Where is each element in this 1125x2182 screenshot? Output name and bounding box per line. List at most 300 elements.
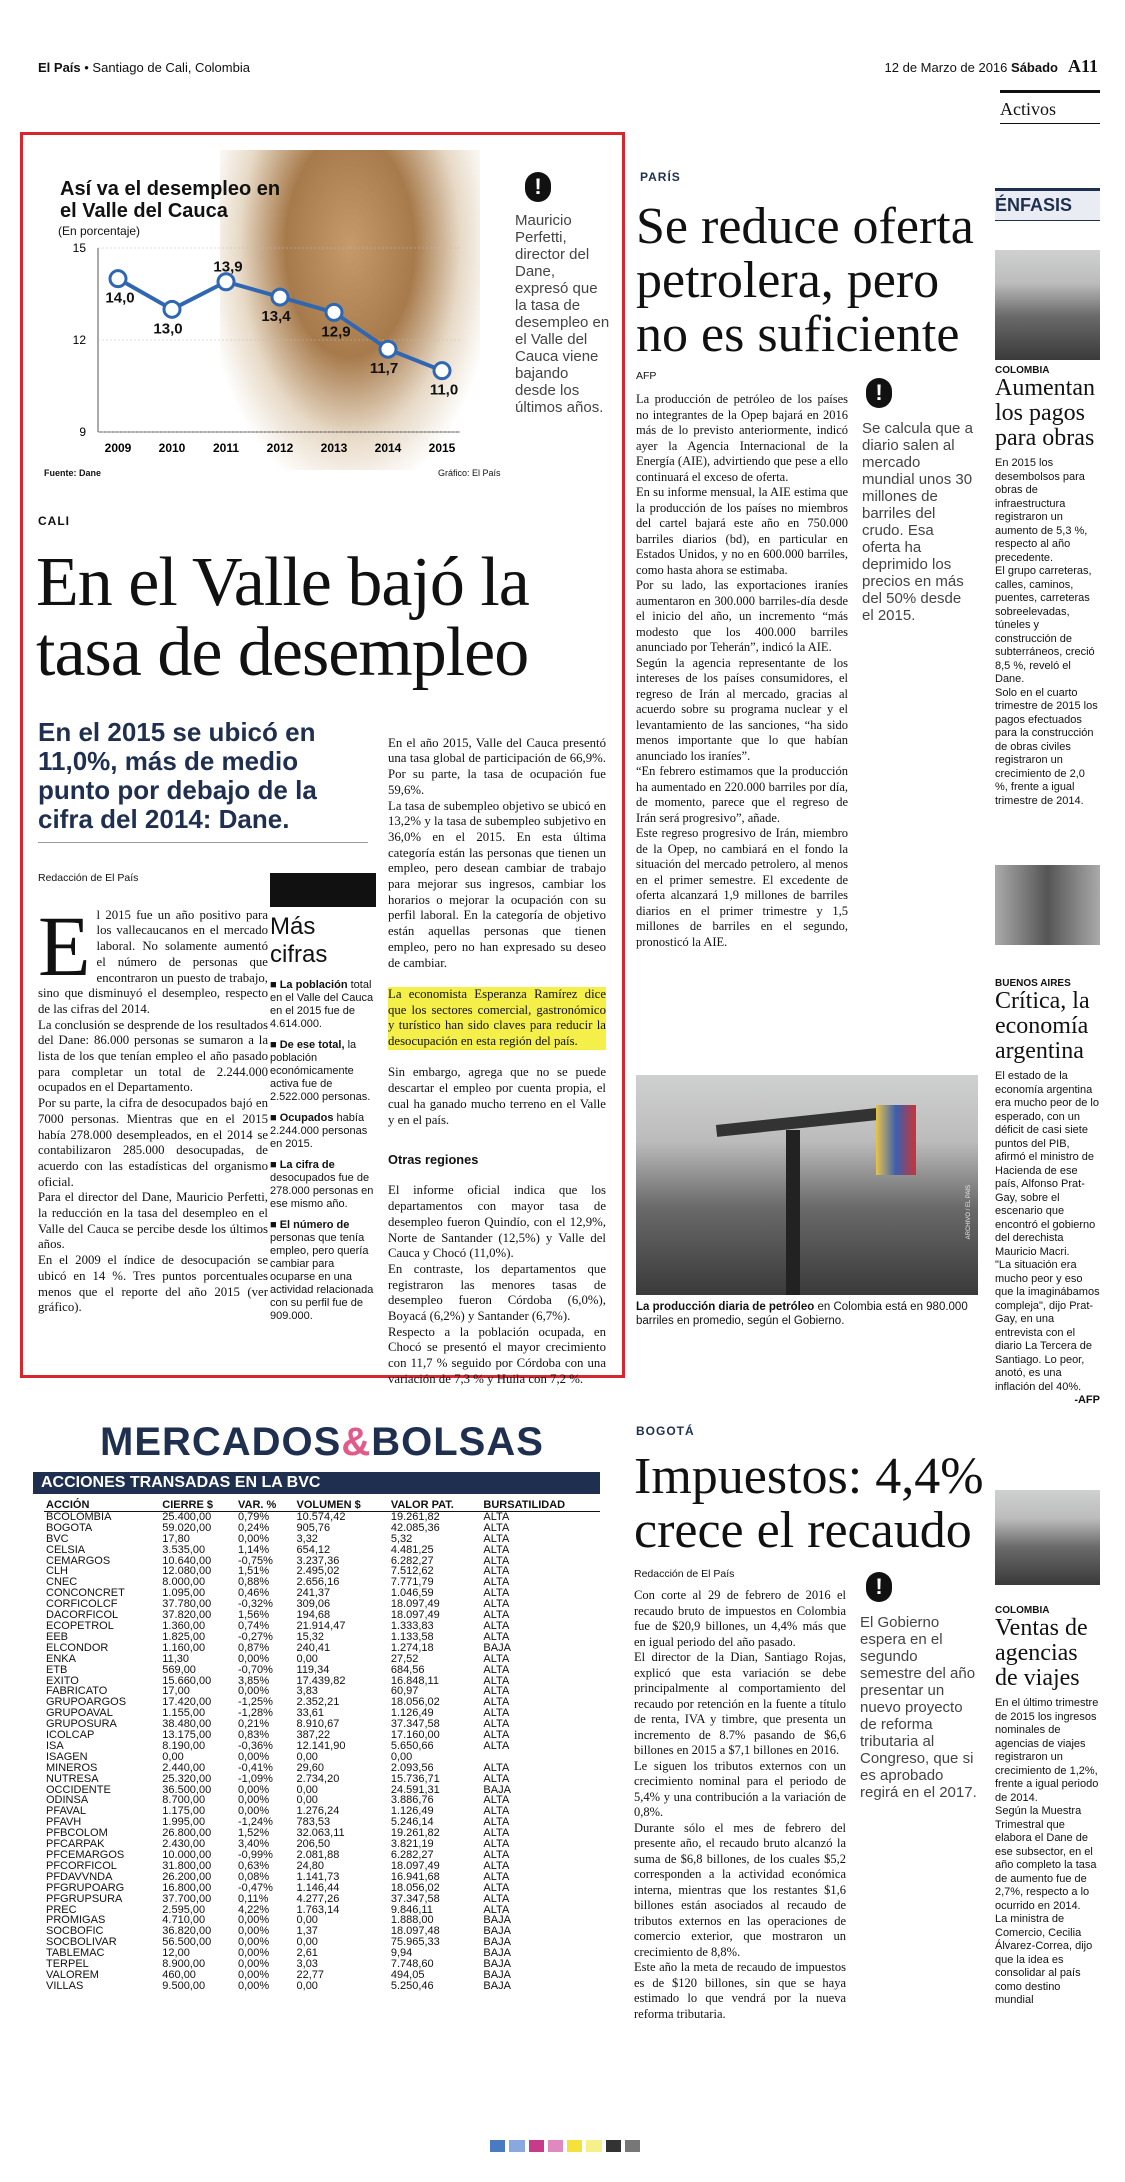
table-cell: ALTA xyxy=(483,1521,510,1534)
table-cell: 3,40% xyxy=(238,1838,270,1851)
table-cell: 1,56% xyxy=(238,1609,270,1622)
table-cell: BAJA xyxy=(483,1936,511,1949)
road-photo xyxy=(995,250,1100,360)
table-cell: 17.160,00 xyxy=(390,1729,440,1742)
x-tick-label: 2013 xyxy=(320,441,348,455)
valle-byline: Redacción de El País xyxy=(38,872,139,884)
table-cell: 18.056,02 xyxy=(390,1696,440,1709)
x-tick-label: 2011 xyxy=(212,441,240,455)
markets-bar: ACCIONES TRANSADAS EN LA BVC xyxy=(33,1472,600,1494)
table-cell: 25.400,00 xyxy=(162,1510,212,1523)
table-cell: NUTRESA xyxy=(46,1772,99,1785)
data-label: 11,0 xyxy=(429,381,459,399)
valle-body-col3 xyxy=(388,720,606,1403)
table-cell: -0,70% xyxy=(238,1663,273,1676)
data-label: 13,4 xyxy=(261,308,291,326)
table-cell: ALTA xyxy=(483,1609,510,1622)
table-cell: PFCEMARGOS xyxy=(46,1849,125,1861)
table-cell: 5.246,14 xyxy=(390,1816,434,1829)
table-cell: 19.261,82 xyxy=(390,1510,440,1523)
exclamation-icon: ! xyxy=(866,378,892,408)
bullet-item xyxy=(270,1039,376,1104)
table-cell: ALTA xyxy=(483,1870,510,1883)
y-tick-label: 9 xyxy=(79,425,86,439)
table-cell: 10.574,42 xyxy=(296,1510,346,1523)
table-cell: 12.141,90 xyxy=(296,1739,346,1752)
oil-pump-photo xyxy=(636,1075,978,1295)
exclamation-icon: ! xyxy=(866,1572,892,1602)
data-point xyxy=(434,363,450,379)
swatch xyxy=(529,2140,544,2152)
oil-headline: Se reduce oferta petrolera, pero no es suficiente xyxy=(636,198,974,363)
table-cell: 119,34 xyxy=(296,1663,330,1676)
table-cell: -0,32% xyxy=(238,1598,273,1611)
table-cell: 4.277,26 xyxy=(296,1892,340,1905)
table-cell: 0,00 xyxy=(296,1936,318,1949)
table-row xyxy=(44,1948,600,1959)
x-tick-label: 2010 xyxy=(158,441,186,455)
table-cell: 1.126,49 xyxy=(390,1805,434,1818)
table-cell: 5.650,66 xyxy=(390,1739,434,1752)
table-cell: 15.660,00 xyxy=(162,1674,212,1687)
photo-credit: ARCHIVO / EL PAÍS xyxy=(966,1185,972,1240)
table-cell: 4.710,00 xyxy=(162,1914,206,1927)
table-cell: ALTA xyxy=(483,1772,510,1785)
table-row xyxy=(44,1785,600,1796)
table-cell: BAJA xyxy=(483,1958,511,1971)
table-cell: 0,79% xyxy=(238,1510,270,1523)
bullet-lead: ■ El número de xyxy=(270,1219,350,1231)
caption-text: en Colombia está en 980.000 barriles en promedio, según el Gobierno. xyxy=(636,1301,968,1327)
table-cell: -0,36% xyxy=(238,1739,273,1752)
x-tick-label: 2012 xyxy=(266,441,294,455)
table-cell: 12.080,00 xyxy=(162,1565,212,1578)
table-cell: 7.748,60 xyxy=(390,1958,434,1971)
sidebar-item-1-kicker: COLOMBIA xyxy=(995,365,1050,376)
data-point xyxy=(380,341,396,357)
table-cell: ALTA xyxy=(483,1729,510,1742)
table-cell: 18.097,49 xyxy=(390,1859,440,1872)
tax-kicker: BOGOTÁ xyxy=(636,1424,695,1438)
chart-subtitle: (En porcentaje) xyxy=(58,224,141,238)
table-cell: 17.439,82 xyxy=(296,1674,346,1687)
data-point xyxy=(218,274,234,290)
table-cell: 2.430,00 xyxy=(162,1838,206,1851)
table-cell: GRUPOAVAL xyxy=(46,1707,113,1720)
swatch xyxy=(606,2140,621,2152)
sidebar-item-2-source: -AFP xyxy=(1074,1394,1100,1406)
table-cell: 0,87% xyxy=(238,1641,270,1654)
y-tick-label: 15 xyxy=(72,241,86,255)
table-cell: ALTA xyxy=(483,1794,510,1807)
header-left xyxy=(38,60,250,75)
table-cell: ALTA xyxy=(483,1816,510,1829)
table-cell: 21.914,47 xyxy=(296,1619,346,1632)
table-cell: 10.000,00 xyxy=(162,1849,212,1861)
table-cell: 0,00% xyxy=(238,1968,270,1981)
table-cell: 24.591,31 xyxy=(390,1783,440,1796)
exclamation-icon: ! xyxy=(525,172,551,202)
table-cell: ALTA xyxy=(483,1881,510,1894)
table-cell: 16.941,68 xyxy=(390,1870,440,1883)
table-cell: ALTA xyxy=(483,1630,510,1643)
table-cell: -0,41% xyxy=(238,1761,273,1774)
valle-headline: En el Valle bajó la tasa de desempleo xyxy=(36,544,529,691)
table-cell: 7.512,62 xyxy=(390,1565,434,1578)
table-header-row xyxy=(44,1500,600,1511)
table-cell: 3.821,19 xyxy=(390,1838,434,1851)
table-cell: 241,37 xyxy=(296,1587,331,1600)
bullet-list xyxy=(270,979,376,1323)
divider xyxy=(38,842,368,843)
table-cell: ALTA xyxy=(483,1510,510,1523)
bullet-text: la población económicamente activa fue de 2.522.000 personas. xyxy=(270,1039,371,1103)
table-cell: ALTA xyxy=(483,1576,510,1589)
table-cell: 2.656,16 xyxy=(296,1576,340,1589)
table-cell: 16.800,00 xyxy=(162,1881,212,1894)
table-cell: TABLEMAC xyxy=(46,1947,105,1960)
table-cell: 494,05 xyxy=(390,1968,425,1981)
data-point xyxy=(164,301,180,317)
table-cell: 32.063,11 xyxy=(296,1827,345,1840)
table-cell: 0,00 xyxy=(296,1914,318,1927)
table-cell: ALTA xyxy=(483,1739,510,1752)
x-tick-label: 2015 xyxy=(428,441,456,455)
table-cell: 0,63% xyxy=(238,1859,270,1872)
table-cell: 29,60 xyxy=(296,1761,325,1774)
sidebar-item-2-kicker: BUENOS AIRES xyxy=(995,978,1071,989)
bullet-item xyxy=(270,1112,376,1151)
table-cell: ALTA xyxy=(483,1663,510,1676)
table-cell: CONCONCRET xyxy=(46,1587,125,1600)
valle-col3-b: Sin embargo, agrega que no se puede descartar el empleo por cuenta propia, el cual ha ganado mucho terreno en el Valle y en el país. xyxy=(388,1065,606,1127)
table-cell: 17,00 xyxy=(162,1685,190,1698)
table-cell: 1.126,49 xyxy=(390,1707,434,1720)
table-cell: 1.276,24 xyxy=(296,1805,340,1818)
table-cell: -0,99% xyxy=(238,1849,273,1861)
table-cell: 9,94 xyxy=(390,1947,413,1960)
table-cell: 1.825,00 xyxy=(162,1630,206,1643)
table-cell: 18.056,02 xyxy=(390,1881,440,1894)
data-point xyxy=(326,304,342,320)
table-cell: 17,80 xyxy=(162,1532,190,1545)
table-cell: 0,00% xyxy=(238,1936,270,1949)
data-point xyxy=(110,271,126,287)
table-cell: BOGOTA xyxy=(46,1521,93,1534)
table-cell: 1.360,00 xyxy=(162,1619,206,1632)
table-cell: GRUPOSURA xyxy=(46,1718,117,1731)
table-cell: 8.700,00 xyxy=(162,1794,206,1807)
table-cell: 0,00% xyxy=(238,1925,270,1938)
table-row xyxy=(44,1970,600,1981)
valle-col3-c: El informe oficial indica que los departamentos con mayor tasa de desempleo fueron Quindío, con el 12,9%, Norte de Santander (12,5%) y Valle del Cauca y Chocó (11,0%). En contraste, los departamentos que registraron las menores tasas de desempleo fueron Córdoba (6,0%), Boyacá (6,2%) y Santander (6,7%). Respecto a la población ocupada, en Chocó se presentó el mayor crecimiento con 11,7 % seguido por Córdoba con una variación de 7,3 % y Huila con 7,2 %. xyxy=(388,1183,606,1386)
table-cell: ICOLCAP xyxy=(46,1729,95,1742)
table-row xyxy=(44,1654,600,1665)
table-cell: 1.046,59 xyxy=(390,1587,434,1600)
sidebar-item-3-text: En el último trimestre de 2015 los ingresos nominales de agencias de viajes registraron un crecimiento de 1,2%, frente a igual periodo de 2014. Según la Muestra Trimestral que elabora el Dane de ese subsector, en el año completo la tasa de aumento fue de 2,7%, respecto a lo ocurrido en 2014. La ministra de Comercio, Cecilia Álvarez-Correa, dijo que la idea es consolidar al país como destino mundial xyxy=(995,1697,1099,2006)
table-cell: 22,77 xyxy=(296,1968,325,1981)
table-cell: 1.888,00 xyxy=(390,1914,434,1927)
table-cell: PFAVAL xyxy=(46,1805,86,1818)
table-cell: -0,47% xyxy=(238,1881,273,1894)
bullet-item xyxy=(270,1159,376,1211)
table-cell: BAJA xyxy=(483,1947,511,1960)
table-row xyxy=(44,1926,600,1937)
table-row xyxy=(44,1741,600,1752)
table-cell: 17.420,00 xyxy=(162,1696,212,1709)
markets-title-a: MERCADOS xyxy=(100,1420,342,1464)
table-cell: ALTA xyxy=(483,1554,510,1567)
table-cell: EEB xyxy=(46,1630,69,1643)
table-cell: DACORFICOL xyxy=(46,1609,119,1622)
table-cell: 16.848,11 xyxy=(390,1674,439,1687)
table-cell: OCCIDENTE xyxy=(46,1783,111,1796)
table-cell: ALTA xyxy=(483,1543,510,1556)
table-row xyxy=(44,1676,600,1687)
table-cell: 15.736,71 xyxy=(390,1772,440,1785)
chart-title: Así va el desempleo en el Valle del Cauca xyxy=(60,178,281,222)
table-cell: ALTA xyxy=(483,1805,510,1818)
valle-body-col1 xyxy=(38,892,268,1316)
table-cell: -0,27% xyxy=(238,1630,273,1643)
table-cell: CORFICOLCF xyxy=(46,1598,118,1611)
table-cell: CNEC xyxy=(46,1576,78,1589)
oil-kicker: PARÍS xyxy=(640,170,681,184)
sidebar-item-2-headline: Crítica, la economía argentina xyxy=(995,988,1090,1064)
table-row xyxy=(44,1894,600,1905)
table-cell: 0,08% xyxy=(238,1870,270,1883)
table-cell: ODINSA xyxy=(46,1794,89,1807)
table-cell: 3.237,36 xyxy=(296,1554,340,1567)
table-cell: 3,85% xyxy=(238,1674,270,1687)
table-cell: 905,76 xyxy=(296,1521,331,1534)
table-cell: 3,03 xyxy=(296,1958,318,1971)
swatch xyxy=(586,2140,601,2152)
table-row xyxy=(44,1534,600,1545)
table-cell: 0,00 xyxy=(296,1783,318,1796)
table-cell: ENKA xyxy=(46,1652,76,1665)
table-cell: 36.500,00 xyxy=(162,1783,212,1796)
table-cell: ALTA xyxy=(483,1827,510,1840)
table-cell: CELSIA xyxy=(46,1543,86,1556)
table-cell: 4,22% xyxy=(238,1903,270,1916)
column-header: BURSATILIDAD xyxy=(481,1500,600,1511)
table-cell: 75.965,33 xyxy=(390,1936,440,1949)
data-point xyxy=(272,289,288,305)
tax-body: Con corte al 29 de febrero de 2016 el recaudo bruto de impuestos en Colombia fue de $20,9 billones, un 4,4% más que en igual periodo del año pasado. El director de la Dian, Santiago Rojas, explicó que esta variación se debe principalmente al comportamiento del recaudo por retención en la fuente a título de renta, IVA y timbre, que presenta un incremento de 8.7% pasando de $6,6 billones en 2015 a $7,1 billones en 2016. Le siguen los tributos externos con un crecimiento nominal para el periodo de 5,4% y una contribución a la variación de 0,8%. Durante sólo el mes de febrero del presente año, el recaudo bruto alcanzó la suma de $6,8 billones, de los cuales $5,2 corresponden a la actividad económica interna, mientras que los restantes $1,6 billones están asociados al recaudo de tributos externos en las operaciones de comercio exterior, que mostraron un crecimiento de 8,8%. Este año la meta de recaudo de impuestos es de $120 billones, sin que se haya estimado lo que vendrá por la nueva reforma tributaria. xyxy=(634,1588,846,2021)
table-cell: BAJA xyxy=(483,1641,511,1654)
column-header: VAR. % xyxy=(236,1500,295,1511)
table-cell: 1.274,18 xyxy=(390,1641,434,1654)
table-cell: ETB xyxy=(46,1663,68,1676)
table-cell: 36.820,00 xyxy=(162,1925,212,1938)
table-row xyxy=(44,1665,600,1676)
table-cell: ALTA xyxy=(483,1849,510,1861)
table-cell: 9.500,00 xyxy=(162,1979,206,1992)
table-cell: -1,28% xyxy=(238,1707,273,1720)
swatch xyxy=(548,2140,563,2152)
table-cell: ALTA xyxy=(483,1652,510,1665)
table-cell: ALTA xyxy=(483,1892,510,1905)
table-cell: -0,75% xyxy=(238,1554,273,1567)
table-cell: 1.333,83 xyxy=(390,1619,434,1632)
table-cell: 194,68 xyxy=(296,1609,331,1622)
table-cell: ALTA xyxy=(483,1903,510,1916)
table-cell: 0,00% xyxy=(238,1652,270,1665)
table-cell: 24,80 xyxy=(296,1859,325,1872)
x-tick-label: 2009 xyxy=(104,441,132,455)
table-cell: 0,46% xyxy=(238,1587,270,1600)
table-cell: 0,00 xyxy=(390,1750,413,1763)
table-cell: 19.261,82 xyxy=(390,1827,440,1840)
table-cell: -1,24% xyxy=(238,1816,273,1829)
table-cell: 33,61 xyxy=(296,1707,325,1720)
sidebar-item-2 xyxy=(995,978,1100,1408)
argentina-photo xyxy=(995,865,1100,945)
table-cell: 0,24% xyxy=(238,1521,270,1534)
table-cell: ALTA xyxy=(483,1565,510,1578)
table-cell: 0,00% xyxy=(238,1914,270,1927)
color-bar xyxy=(490,2140,640,2152)
swatch xyxy=(490,2140,505,2152)
table-cell: 387,22 xyxy=(296,1729,331,1742)
sidebar-item-2-text: El estado de la economía argentina era mucho peor de lo esperado, con un déficit de casi siete puntos del PIB, afirmó el ministro de Hacienda de ese país, Alfonso Prat-Gay, sobre el escenario que encontró el gobierno del derechista Mauricio Macri. "La situación era mucho peor y eso que la imaginábamos compleja", dijo Prat-Gay, en una entrevista con el diario La Tercera de Santiago. Lo peor, anotó, es una inflación del 40%. xyxy=(995,1070,1100,1393)
table-cell: 0,21% xyxy=(238,1718,270,1731)
table-cell: BVC xyxy=(46,1532,69,1545)
table-cell: 0,00 xyxy=(296,1794,318,1807)
table-cell: PFDAVVNDA xyxy=(46,1870,113,1883)
header-date xyxy=(885,60,1058,75)
table-cell: 3,32 xyxy=(296,1532,318,1545)
table-cell: 2.093,56 xyxy=(390,1761,434,1774)
column-header: ACCIÓN xyxy=(44,1500,160,1511)
table-row xyxy=(44,1774,600,1785)
bullet-item xyxy=(270,1219,376,1323)
table-cell: BAJA xyxy=(483,1925,511,1938)
table-cell: PFCARPAK xyxy=(46,1838,105,1851)
table-cell: ALTA xyxy=(483,1619,510,1632)
tax-pull-quote: El Gobierno espera en el segundo semestre del año presentar un nuevo proyecto de reforma tributaria al Congreso, que si es aprobado regirá en el 2017. xyxy=(860,1614,977,1801)
table-cell: 2.352,21 xyxy=(296,1696,340,1709)
bullet-lead: ■ Ocupados xyxy=(270,1112,337,1124)
date: 12 de Marzo de 2016 xyxy=(884,60,1008,75)
box-title: Más cifras xyxy=(270,913,328,968)
valle-kicker: CALI xyxy=(38,514,70,528)
table-cell: 1.763,14 xyxy=(296,1903,340,1916)
table-row xyxy=(44,1905,600,1916)
table-cell: ALTA xyxy=(483,1532,510,1545)
table-row xyxy=(44,1981,600,1992)
table-cell: EXITO xyxy=(46,1674,79,1687)
table-cell: 8.000,00 xyxy=(162,1576,206,1589)
table-cell: 56.500,00 xyxy=(162,1936,212,1949)
table-cell: 3,83 xyxy=(296,1685,318,1698)
data-label: 13,0 xyxy=(153,320,183,338)
table-cell: -1,09% xyxy=(238,1772,273,1785)
table-cell: 6.282,27 xyxy=(390,1849,434,1861)
column-header: CIERRE $ xyxy=(160,1500,236,1511)
table-cell: ALTA xyxy=(483,1859,510,1872)
bullet-text: total en el Valle del Cauca en el 2015 fue de 4.614.000. xyxy=(270,979,374,1030)
table-cell: 684,56 xyxy=(390,1663,425,1676)
table-cell: 1.175,00 xyxy=(162,1805,206,1818)
table-cell: 8.900,00 xyxy=(162,1958,206,1971)
table-cell: 15,32 xyxy=(296,1630,325,1643)
table-cell: 7.771,79 xyxy=(390,1576,434,1589)
table-cell: GRUPOARGOS xyxy=(46,1696,127,1709)
markets-title-b: BOLSAS xyxy=(371,1420,544,1464)
table-cell: 0,00 xyxy=(296,1652,318,1665)
bullet-lead: ■ La población xyxy=(270,979,351,991)
table-cell: 18.097,48 xyxy=(390,1925,440,1938)
table-body xyxy=(44,1511,600,1991)
table-cell: 460,00 xyxy=(162,1968,196,1981)
table-cell: 1,51% xyxy=(238,1565,270,1578)
table-cell: BAJA xyxy=(483,1979,511,1992)
table-cell: ECOPETROL xyxy=(46,1619,114,1632)
table-cell: CLH xyxy=(46,1565,69,1578)
markets-title xyxy=(100,1420,544,1465)
table-cell: 1.995,00 xyxy=(162,1816,206,1829)
bullet-item xyxy=(270,979,376,1031)
caption-bold: La producción diaria de petróleo xyxy=(636,1301,815,1313)
column-header: VOLUMEN $ xyxy=(295,1500,389,1511)
table-cell: 0,00% xyxy=(238,1947,270,1960)
table-cell: 0,00% xyxy=(238,1532,270,1545)
sidebar-item-1-headline: Aumentan los pagos para obras xyxy=(995,375,1095,451)
swatch xyxy=(567,2140,582,2152)
table-cell: 60,97 xyxy=(390,1685,419,1698)
table-cell: 38.480,00 xyxy=(162,1718,212,1731)
valle-pull-quote: Mauricio Perfetti, director del Dane, expresó que la tasa de desempleo en el Valle del Cauca viene bajando desde los últimos años. xyxy=(515,212,610,416)
table-cell: BAJA xyxy=(483,1968,511,1981)
table-cell: ALTA xyxy=(483,1718,510,1731)
table-cell: PFBCOLOM xyxy=(46,1827,108,1840)
oil-body: La producción de petróleo de los países no integrantes de la Opep bajará en 2016 más de lo previsto anteriormente, indicó ayer la Agencia Internacional de la Energía (AIE), advirtiendo que pese a ello continuará el exceso de oferta. En su informe mensual, la AIE estima que la producción de los países no miembros del cartel bajará este año en 750.000 barriles diarios (bd), en particular en Estados Unidos, y no en 600.000 barriles, como hasta ahora se estimaba. Por su lado, las exportaciones iraníes aumentaron en 300.000 barriles-día desde el inicio del año, un incremento “más modesto que los 400.000 barriles anunciado por Teherán”, indicó la AIE. Según la agencia representante de los intereses de los países consumidores, el regreso de Irán al mercado, gracias al acuerdo sobre su programa nuclear y el levantamiento de las sanciones, “ha sido menos importante que lo que habían anunciado los iraníes”. “En febrero estimamos que la producción ha aumentado en 220.000 barriles por día, de momento, parece que el regreso de Irán será progresivo”, añade. Este regreso progresivo de Irán, miembro de la Opep, no cambiará en el fondo la situación del mercado petrolero, al menos en el primer semestre. El excedente de oferta alcanzará 1,9 millones de barriles diarios en el primer trimestre y 1,5 millones de barriles en el segundo, pronosticó la AIE. xyxy=(636,392,848,949)
table-cell: 2.440,00 xyxy=(162,1761,206,1774)
y-tick-label: 12 xyxy=(72,333,86,347)
paper-name: El País xyxy=(38,60,81,75)
data-label: 12,9 xyxy=(321,323,351,341)
table-cell: 5,32 xyxy=(390,1532,413,1545)
table-cell: ELCONDOR xyxy=(46,1641,109,1654)
table-row xyxy=(44,1883,600,1894)
table-cell: 8.910,67 xyxy=(296,1718,340,1731)
oil-pull-quote: Se calcula que a diario salen al mercado mundial unos 30 millones de barriles del crudo. Esa oferta ha deprimido los precios en más del 50% desde el 2015. xyxy=(862,420,973,624)
table-cell: 10.640,00 xyxy=(162,1554,212,1567)
table-cell: PFCORFICOL xyxy=(46,1859,117,1872)
table-cell: 26.200,00 xyxy=(162,1870,212,1883)
valle-col1-text: l 2015 fue un año positivo para los vallecaucanos en el mercado laboral. No solamente aumentó el número de personas que encontraron un puesto de trabajo, sino que disminuyó el desempleo, respecto de las cifras del 2014. La conclusión se desprende de los resultados del Dane: 86.000 personas se sumaron a la lista de los que tenían empleo el año pasado para completar un total de 2.244.000 ocupados en el Departamento. Por su parte, la cifra de desocupados bajó en 7000 personas. Mientras que en el 2015 había 278.000 desempleados, en el 2014 se contabilizaron 285.000 desocupadas, de acuerdo con las estadísticas del organismo oficial. Para el director del Dane, Mauricio Perfetti, la reducción en la tasa del desempleo en el Valle del Cauca se percibe desde los últimos años. En el 2009 el índice de desocupación se ubicó en 14 %. Tres puntos porcentuales menos que el reporte del año 2015 (ver gráfico). xyxy=(38,907,268,1315)
table-cell: 1.160,00 xyxy=(162,1641,206,1654)
table-cell: ISA xyxy=(46,1739,64,1752)
chart-credit: Gráfico: El País xyxy=(438,468,501,478)
stock-table xyxy=(44,1500,600,1992)
section-name: Activos xyxy=(1000,90,1100,124)
tax-headline: Impuestos: 4,4% crece el recaudo xyxy=(634,1448,984,1559)
sidebar-title xyxy=(995,188,1100,221)
table-cell: 27,52 xyxy=(390,1652,419,1665)
swatch xyxy=(509,2140,524,2152)
table-cell: 37.347,58 xyxy=(390,1892,440,1905)
x-tick-label: 2014 xyxy=(374,441,402,455)
table-cell: 0,00% xyxy=(238,1979,270,1992)
sidebar-item-3-headline: Ventas de agencias de viajes xyxy=(995,1615,1088,1691)
data-label: 11,7 xyxy=(369,360,399,378)
table-cell: TERPEL xyxy=(46,1958,89,1971)
sidebar-item-1 xyxy=(995,365,1100,808)
table-cell: 309,06 xyxy=(296,1598,331,1611)
